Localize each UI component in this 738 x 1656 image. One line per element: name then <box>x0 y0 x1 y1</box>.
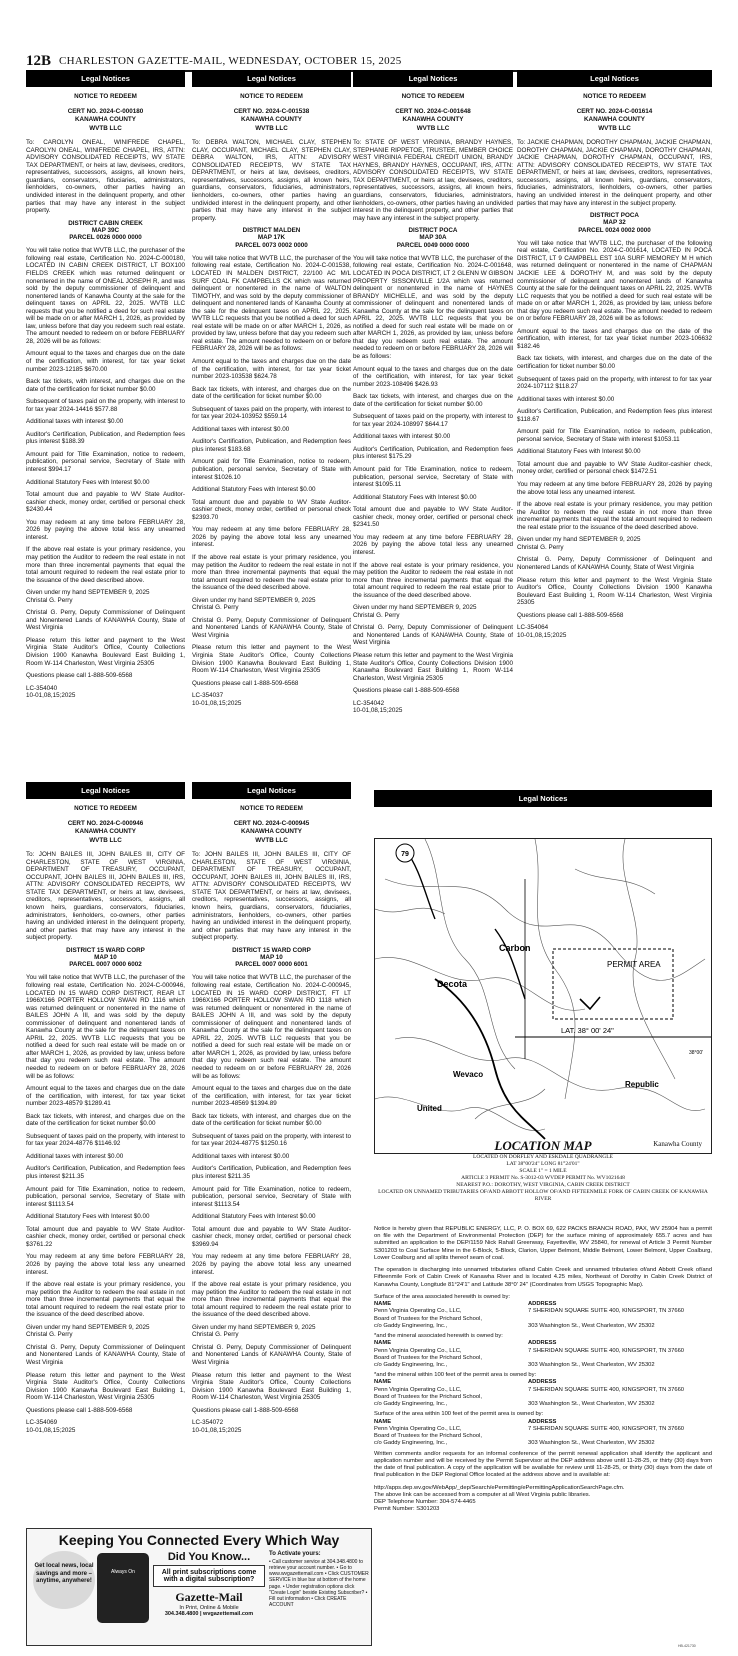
body: You will take notice that WVTB LLC, the purchaser of the following real estate, Certification No. 2024-C-001538, LOCATED IN MALDEN DISTRICT, 22/100 AC M/L SURF COAL FK CAMPBELLS CK which was returned delinquent or nonentered in the name of WALTON TIMOTHY, and was sold by the deputy commissioner of delinquent and nonentered lands of Kanawha County at the sale for the delinquent taxes on APRIL 22, 2025. WVTB LLC requests that you be notified a deed for such real estate will be made on or after MARCH 1, 2026, as provided by law, unless before that day you redeem such real estate. The amount needed to redeem on or before FEBRUARY 28, 2026 will be as follows: <box>192 254 351 353</box>
legal-notices-header: Legal Notices <box>26 782 185 799</box>
owner-block: *and the mineral within 100 feet of the permit area is owned by: NAME ADDRESS Penn Virginia Operating Co., LLC, 7 SHERIDAN SQUARE SUITE 400, KINGSPORT, TN 37660 Board of Trustees for the Prichard School, c/o Gaddy Engineering, Inc., 303 Washington St., West Charleston, WV 25302 <box>374 1372 712 1408</box>
owner-row: Board of Trustees for the Prichard School, <box>374 1393 482 1400</box>
owner-row: Board of Trustees for the Prichard School, <box>374 1433 482 1440</box>
redeem-text: You may redeem at any time before FEBRUARY 28, 2026 by paying the above total less any unearned interest. <box>26 1253 185 1276</box>
owner-row: c/o Gaddy Engineering, Inc., 303 Washington St., West Charleston, WV 25302 <box>374 1322 655 1329</box>
cert-number: CERT NO. 2024-C-001648 <box>395 107 471 115</box>
dates: 10-01,08,15;2025 <box>517 631 567 639</box>
body: You will take notice that WVTB LLC, the purchaser of the following real estate, Certification No. 2024-C-000946, LOCATED IN 15 WARD CORP DISTRICT, REAR LT 1966X166 PORTER HOLLOW SWAN RD 1116 which was returned delinquent or nonentered in the name of BAILES JOHN A III, and was sold by the deputy commissioner of delinquent and nonentered lands of Kanawha County at the sale for the delinquent taxes on APRIL 22, 2025. WVTB LLC requests that you be notified a deed for such real estate will be made on or after MARCH 1, 2026, as provided by law, unless before that day you redeem such real estate. The amount needed to redeem on or before FEBRUARY 28, 2026 will be as follows: <box>26 974 185 1080</box>
district-block <box>517 212 712 234</box>
location-map-caption <box>374 1138 712 1202</box>
map-label-lat-edge: 38°00' <box>689 1050 704 1056</box>
legal-notices-header: Legal Notices <box>517 70 712 87</box>
total: Total amount due and payable to WV State Auditor-cashier check, money order, certified or personal check $3761.22 <box>26 1225 185 1248</box>
legal-notice-5 <box>26 782 185 1522</box>
back: Back tax tickets, with interest, and charges due on the date of the certification for ticket number $0.00 <box>192 385 351 401</box>
amount: Amount equal to the taxes and charges due on the date of the certification, with interest, for tax year ticket number 2023-106632 $182.46 <box>517 327 712 350</box>
title-exam: Amount paid for Title Examination, notice to redeem, publication, personal service, Secretary of State with interest $994.17 <box>26 450 185 474</box>
notice-title: NOTICE TO REDEEM <box>74 805 137 812</box>
amount: Amount equal to the taxes and charges due on the date of the certification, with interest, for tax year ticket number 2023-12185 $670.00 <box>26 350 185 373</box>
questions: Questions please call 1-888-509-6568 <box>192 1406 299 1414</box>
total: Total amount due and payable to WV State Auditor-cashier check, money order, certified or personal check $1472.51 <box>517 460 712 476</box>
residence-text: If the above real estate is your primary residence, you may petition the Auditor to redeem the real estate in not more than three incremental payments that equal the total amount required to redeem the real estate prior to the issuance of the deed described above. <box>26 1281 185 1319</box>
cert-number: CERT NO. 2024-C-000945 <box>233 819 310 827</box>
district: DISTRICT POCA <box>590 212 639 220</box>
nearest-po: NEAREST P.O.: DOROTHY, WEST VIRGINIA, CABIN CREEK DISTRICT <box>456 1181 630 1188</box>
addl-fees: Additional Statutory Fees with Interest $0.00 <box>517 448 641 456</box>
located-on: LOCATED ON UNNAMED TRIBUTARIES OF/AND ABBOTT HOLLOW OF/AND FIFTEENMILE FORK OF CABIN CREEK OF KANAWHA RIVER <box>378 1188 708 1202</box>
map: MAP 10 <box>260 953 283 961</box>
auditor: Auditor's Certification, Publication, and Redemption fees plus interest $118.67 <box>517 408 712 423</box>
route-label: 79 <box>401 851 409 858</box>
signer: Christal G. Perry <box>517 543 564 551</box>
addl-taxes: Additional taxes with interest $0.00 <box>192 1152 290 1160</box>
map-label-carbon: Carbon <box>499 943 531 953</box>
body: You will take notice that WVTB LLC, the purchaser of the following real estate, Certification No. 2024-C-001648, LOCATED IN POCA DISTRICT, LT 2 GLENN W GIBSON PROPERTY SISSONVILLE 1/2A which was returned delinquent or nonentered in the name of HAYNES BRANDY MICHELLE, and was sold by the deputy commissioner of delinquent and nonentered lands of Kanawha County at the sale for the delinquent taxes on APRIL 22, 2025. WVTB LLC requests that you be notified a deed for such real estate will be made on or after MARCH 1, 2026, as provided by law, unless before that day you redeem such real estate. The amount needed to redeem on or before FEBRUARY 28, 2026 will be as follows: <box>353 254 513 361</box>
deputy: Christal G. Perry, Deputy Commissioner of Delinquent and Nonentered Lands of KANAWHA County, State of West Virginia <box>353 624 513 647</box>
signer: Christal G. Perry <box>26 596 73 604</box>
purchaser: WVTB LLC <box>89 836 122 844</box>
addl-fees: Additional Statutory Fees with Interest $0.00 <box>26 1213 150 1221</box>
scale: SCALE 1" = 1 MILE <box>519 1168 567 1174</box>
map-label-wevaco: Wevaco <box>453 1070 484 1079</box>
ad-code: HB-421730 <box>678 1644 696 1648</box>
purchaser: WVTB LLC <box>598 124 631 132</box>
subsequent: Subsequent of taxes paid on the property, with interest to for tax year 2024-107112 $118.27 <box>517 375 712 391</box>
location-map-title: LOCATION MAP <box>494 1138 592 1153</box>
masthead-title: CHARLESTON GAZETTE-MAIL, WEDNESDAY, OCTOBER 15, 2025 <box>59 55 402 67</box>
questions: Questions please call 1-888-509-6568 <box>192 679 299 687</box>
addl-taxes: Additional taxes with interest $0.00 <box>517 395 615 403</box>
notice-title: NOTICE TO REDEEM <box>240 805 303 812</box>
map-label-united: United <box>417 1104 442 1113</box>
signer: Christal G. Perry <box>192 1331 239 1339</box>
deputy: Christal G. Perry, Deputy Commissioner of Delinquent and Nonentered Lands of KANAWHA County, State of West Virginia <box>517 556 712 571</box>
district-block <box>26 220 185 242</box>
residence-text: If the above real estate is your primary residence, you may petition the Auditor to redeem the real estate in not more than three incremental payments that equal the total amount required to redeem the real estate prior to the issuance of the deed described above. <box>26 546 185 584</box>
back: Back tax tickets, with interest, and charges due on the date of the certification for ticket number $0.00 <box>26 378 185 393</box>
parcel: PARCEL 0007 0000 6002 <box>69 961 142 969</box>
county: KANAWHA COUNTY <box>75 116 136 124</box>
back: Back tax tickets, with interest, and charges due on the date of the certification for ticket number $0.00 <box>353 393 513 408</box>
cert-number: CERT NO. 2024-C-000946 <box>67 819 144 827</box>
subsequent: Subsequent of taxes paid on the property, with interest to for tax year 2024-48776 $1146.92 <box>26 1132 185 1148</box>
amount: Amount equal to the taxes and charges due on the date of the certification, with interest, for tax year ticket number 2023-108496 $426.93 <box>353 365 513 388</box>
mining-notice-text: Notice is hereby given that REPUBLIC ENERGY, LLC, P. O. BOX 69, 622 PACKS BRANCH ROAD, PAX, WV 25904 has a permit on file with the Department of Environmental Protection (DEP) for the surface mining of approximately 655.7 acres and has submitted an application to the DEP/1159 Nick Rahall Greenway, Fayetteville, WV 25840, for renewal of Article 3 Permit Number S301203 to Coal Surface Mine in the 6-Block, 5-Block, Clarion, Upper Belmont, Middle Belmont, Lower Belmont, Upper Coalburg, Lower Coalburg and all splits thereof seam of coal. The operation is discharging into unnamed tributaries of/and Cabin Creek and unnamed tributaries of/and Abbott Creek of/and Fifteenmile Fork of Cabin Creek of Kanawha River and is located 4.25 miles, Northeast of Dorothy in Cabin Creek District of Kanawha County, Longitude 81°24'1" and Latitude 38°0' 24" (Coordinates from USGS Topographic Map). Surface of the area associated herewith is owned by: NAME ADDRESS Penn Virginia Operating Co., LLC, 7 SHERIDAN SQUARE SUITE 400, KINGSPORT, TN 37660 Board of Trustees for the Prichard School, c/o Gaddy Engineering, Inc., 303 Washington St., West Charleston, WV 25302 *and the mineral associated herewith is owned by: NAME ADDRESS Penn Virginia Operating Co., LLC, 7 SHERIDAN SQUARE SUITE 400, KINGSPORT, TN 37660 Board of Trustees for the Prichard School, c/o Gaddy Engineering, Inc., 303 Washington St., West Charleston, WV 25302 *and the mineral within 100 feet of the permit area is owned by: NAME ADDRESS Penn Virginia Operating Co., LLC, 7 SHERIDAN SQUARE SUITE 400, KINGSPORT, TN 37660 Board of Trustees for the Prichard School, c/o Gaddy Engineering, Inc., 303 Washington St., West Charleston, WV 25302 Surface of the area within 100 feet of the permit area is owned by: NAME ADDRESS Penn Virginia Operating Co., LLC, 7 SHERIDAN SQUARE SUITE 400, KINGSPORT, TN 37660 Board of Trustees for the Prichard School, c/o Gaddy Engineering, Inc., 303 Washington St., West Charleston, WV 25302 Written comments and/or requests for an informal conference of the permit renewal application shall identify the applicant and application number and will be received by the Permit Supervisor at the DEP address above until 11-28-25, or thirty (30) days from the date of final publication. A copy of the application will be available for review until 11-28-25, or thirty (30) days from the date of final publication in the DEP Regional Office located at the address above and is available at: http://apps.dep.wv.gov/WebApp/_dep/Search/ePermitting/ePermittingApplicationSearchPage.cfm. The above link can be accessed from a computer at all West Virginia public libraries. DEP Telephone Number: 304-574-4465 Permit Number: S301203 <box>374 1226 712 1513</box>
subsequent: Subsequent of taxes paid on the property, with interest to for tax year 2024-108997 $644.17 <box>353 413 513 428</box>
parcel: PARCEL 0073 0002 0000 <box>235 241 308 249</box>
cert-number: CERT NO. 2024-C-001614 <box>576 107 653 115</box>
redeem-text: You may redeem at any time before FEBRUARY 28, 2026 by paying the above total less any unearned interest. <box>192 1253 351 1276</box>
map-label-republic: Republic <box>625 1080 659 1089</box>
district-block <box>26 947 185 969</box>
map: MAP 39C <box>91 226 120 234</box>
lc: LC-354069 <box>26 1419 58 1427</box>
owner-block: *and the mineral associated herewith is owned by: NAME ADDRESS Penn Virginia Operating Co., LLC, 7 SHERIDAN SQUARE SUITE 400, KINGSPORT, TN 37660 Board of Trustees for the Prichard School, c/o Gaddy Engineering, Inc., 303 Washington St., West Charleston, WV 25302 <box>374 1333 712 1369</box>
county: KANAWHA COUNTY <box>75 828 136 836</box>
redeem-text: You may redeem at any time before FEBRUARY 28, 2026 by paying the above total less any unearned interest. <box>192 526 351 549</box>
district: DISTRICT MALDEN <box>242 227 301 235</box>
addl-taxes: Additional taxes with interest $0.00 <box>26 1152 124 1160</box>
lc: LC-354064 <box>517 624 549 632</box>
owner-row: c/o Gaddy Engineering, Inc., 303 Washington St., West Charleston, WV 25302 <box>374 1440 655 1447</box>
legal-notice-6 <box>192 782 351 1522</box>
title-exam: Amount paid for Title Examination, notice to redeem, publication, personal service, Secretary of State with interest $1053.11 <box>517 428 712 443</box>
title-exam: Amount paid for Title Examination, notice to redeem, publication, personal service, Secretary of State with interest $1113.54 <box>26 1185 185 1208</box>
map: MAP 30A <box>419 234 447 242</box>
banner-activate: To Activate yours: • Call customer service at 304.348.4800 to retrieve your account number. • Go to www.wvgazettemail.com • Click CUSTOMER SERVICE in blue bar at bottom of the home page. • Under registration options click "Create Login" beside Existing Subscriber? • Fill out information • Click CREATE ACCOUNT <box>269 1551 369 1609</box>
owner-row: Board of Trustees for the Prichard School, <box>374 1315 482 1322</box>
district: DISTRICT 15 WARD CORP <box>232 946 311 954</box>
deputy: Christal G. Perry, Deputy Commissioner of Delinquent and Nonentered Lands of KANAWHA County, State of West Virginia <box>26 609 185 632</box>
owner-row: Penn Virginia Operating Co., LLC, 7 SHERIDAN SQUARE SUITE 400, KINGSPORT, TN 37660 <box>374 1347 685 1354</box>
return: Please return this letter and payment to the West Virginia State Auditor's Office, County Collections Division 1900 Kanawha Boulevard East Building 1, Room W-114 Charleston, West Virginia 25305 <box>192 1371 351 1402</box>
permit-numbers: ARTICLE 3 PERMIT No. S-3012-03 WVDEP PERMIT No. WV1021648 <box>461 1174 625 1181</box>
owner-block: NAME ADDRESS Penn Virginia Operating Co., LLC, 7 SHERIDAN SQUARE SUITE 400, KINGSPORT, TN 37660 Board of Trustees for the Prichard School, c/o Gaddy Engineering, Inc., 303 Washington St., West Charleston, WV 25302 <box>374 1301 712 1330</box>
back: Back tax tickets, with interest, and charges due on the date of the certification for ticket number $0.00 <box>26 1112 185 1128</box>
dates: 10-01,08,15;2025 <box>26 1426 76 1434</box>
questions: Questions please call 1-888-509-6568 <box>26 672 133 680</box>
purchaser: WVTB LLC <box>89 124 122 132</box>
return: Please return this letter and payment to the West Virginia State Auditor's Office, County Collections Division 1900 Kanawha Boulevard East Building 1, Room W-114 Charleston, West Virginia 25305 <box>26 636 185 667</box>
owner-row: c/o Gaddy Engineering, Inc., 303 Washington St., West Charleston, WV 25302 <box>374 1401 655 1408</box>
questions: Questions please call 1-888-509-6568 <box>26 1406 133 1414</box>
banner-local-news: Get local news, local savings and more – anytime, anywhere! <box>33 1551 95 1609</box>
owner-row: c/o Gaddy Engineering, Inc., 303 Washington St., West Charleston, WV 25302 <box>374 1361 655 1368</box>
to: To: DEBRA WALTON, MICHAEL CLAY, STEPHEN CLAY, OCCUPANT, MICHAEL CLAY, STEPHEN CLAY, DEBRA WALTON, IRS, ATTN: ADVISORY CONSOLIDATED RECEIPTS, WV STATE TAX DEPARTMENT, or heirs at law, devisees, creditors, representatives, successors, assigns, all known heirs, guardians, conservators, fiduciaries, administrators, lienholders, co-owners, other parties having an undivided interest in the delinquent property, and other parties that may have any interest in the subject property. <box>192 139 351 222</box>
return: Please return this letter and payment to the West Virginia State Auditor's Office, County Collections Division 1900 Kanawha Boulevard East Building 1, Room W-114 Charleston, West Virginia 25305 <box>192 644 351 675</box>
subsequent: Subsequent of taxes paid on the property, with interest to for tax year 2024-103952 $559.14 <box>192 405 351 421</box>
legal-notices-header: Legal Notices <box>353 70 513 87</box>
to: To: JOHN BAILES III, JOHN BAILES III, CITY OF CHARLESTON, STATE OF WEST VIRGINIA, DEPARTMENT OF TREASURY, OCCUPANT, OCCUPANT, JOHN BAILES III, JOHN BAILES III, IRS, ATTN: ADVISORY CONSOLIDATED RECEIPTS, WV STATE TAX DEPARTMENT, or heirs at law, devisees, creditors, representatives, successors, assigns, all known heirs, guardians, conservators, fiduciaries, administrators, lienholders, co-owners, other parties having an undivided interest in the delinquent property, and other parties that may have any interest in the subject property. <box>192 851 351 942</box>
parcel: PARCEL 0024 0002 0000 <box>578 226 651 234</box>
auditor: Auditor's Certification, Publication, and Redemption fees plus interest $211.35 <box>26 1165 185 1181</box>
page-number: 12B <box>26 52 52 69</box>
map: MAP 32 <box>603 219 626 227</box>
residence-text: If the above real estate is your primary residence, you may petition the Auditor to redeem the real estate in not more than three incremental payments that equal the total amount required to redeem the real estate prior to the issuance of the deed described above. <box>192 553 351 592</box>
legal-notices-header: Legal Notices <box>192 782 351 799</box>
notice-title: NOTICE TO REDEEM <box>401 93 465 100</box>
total: Total amount due and payable to WV State Auditor-cashier check, money order, certified or personal check $2430.44 <box>26 491 185 514</box>
auditor: Auditor's Certification, Publication, and Redemption fees plus interest $175.29 <box>353 445 513 461</box>
title-exam: Amount paid for Title Examination, notice to redeem, publication, personal service, Secretary of State with interest $1095.11 <box>353 466 513 489</box>
residence-text: If the above real estate is your primary residence, you may petition the Auditor to redeem the real estate in not more than three incremental payments that equal the total amount required to redeem the real estate prior to the issuance of the deed described above. <box>353 561 513 599</box>
map-notice-header: Legal Notices <box>374 790 712 810</box>
given: Given under my hand SEPTEMBER 9, 2025 <box>26 589 150 597</box>
dates: 10-01,08,15;2025 <box>192 699 242 707</box>
legal-notice-4 <box>517 70 712 780</box>
map-drawing <box>375 839 712 1154</box>
signer: Christal G. Perry <box>353 611 400 619</box>
legal-notices-header: Legal Notices <box>26 70 185 87</box>
phone-graphic: Always On <box>97 1553 149 1623</box>
to: To: CAROLYN ONEAL, WINIFREDE CHAPEL, CAROLYN ONEAL, WINIFREDE CHAPEL, IRS, ATTN: ADVISORY CONSOLIDATED RECEIPTS, WV STATE TAX DEPARTMENT, or heirs at law, devisees, creditors, representatives, successors, assigns, all known heirs, guardians, conservators, fiduciaries, administrators, lienholders, co-owners, other parties having an undivided interest in the delinquent property, and other parties that may have any interest in the subject property. <box>26 139 185 215</box>
redeem-text: You may redeem at any time before FEBRUARY 28, 2026 by paying the above total less any unearned interest. <box>517 481 712 496</box>
return: Please return this letter and payment to the West Virginia State Auditor's Office, County Collections Division 1900 Kanawha Boulevard East Building 1, Room W-114 Charleston, West Virginia 25305 <box>517 576 712 607</box>
deputy: Christal G. Perry, Deputy Commissioner of Delinquent and Nonentered Lands of KANAWHA County, State of West Virginia <box>192 1343 351 1366</box>
given: Given under my hand SEPTEMBER 9, 2025 <box>192 1323 316 1331</box>
location-map <box>374 838 712 1154</box>
signer: Christal G. Perry <box>192 604 239 612</box>
cert-number: CERT NO. 2024-C-000180 <box>67 107 144 115</box>
auditor: Auditor's Certification, Publication, and Redemption fees plus interest $188.39 <box>26 430 185 446</box>
addl-fees: Additional Statutory Fees with Interest $0.00 <box>192 1213 316 1221</box>
return: Please return this letter and payment to the West Virginia State Auditor's Office, County Collections Division 1900 Kanawha Boulevard East Building 1, Room W-114 Charleston, West Virginia 25305 <box>26 1371 185 1402</box>
to: To: JOHN BAILES III, JOHN BAILES III, CITY OF CHARLESTON, STATE OF WEST VIRGINIA, DEPARTMENT OF TREASURY, OCCUPANT, OCCUPANT, JOHN BAILES III, JOHN BAILES III, IRS, ATTN: ADVISORY CONSOLIDATED RECEIPTS, WV STATE TAX DEPARTMENT, or heirs at law, devisees, creditors, representatives, successors, assigns, all known heirs, guardians, conservators, fiduciaries, administrators, lienholders, co-owners, other parties having an undivided interest in the delinquent property, and other parties that may have any interest in the subject property. <box>26 851 185 942</box>
district: DISTRICT POCA <box>408 227 458 235</box>
parcel: PARCEL 0026 0000 0000 <box>69 234 142 242</box>
map-label-decota: Decota <box>437 979 468 989</box>
district-block <box>353 227 513 249</box>
notice-title: NOTICE TO REDEEM <box>240 93 303 100</box>
redeem-text: You may redeem at any time before FEBRUARY 28, 2026 by paying the above total less any unearned interest. <box>353 533 513 556</box>
parcel: PARCEL 0007 0000 6001 <box>235 961 308 969</box>
purchaser: WVTB LLC <box>255 836 288 844</box>
body: You will take notice that WVTB LLC, the purchaser of the following real estate, Certification No. 2024-C-000180, LOCATED IN CABIN CREEK DISTRICT, LT BOX100 FIELDS CREEK which was returned delinquent or nonentered in the name of ONEAL JOSEPH R, and was sold by the deputy commissioner of delinquent and nonentered lands of Kanawha County at the sale for the delinquent taxes on APRIL 22, 2025. WVTB LLC requests that you be notified a deed for such real estate will be made on or after MARCH 1, 2026, as provided by law, unless before that day you redeem such real estate. The amount needed to redeem on or before FEBRUARY 28, 2026 will be as follows: <box>26 247 185 345</box>
title-exam: Amount paid for Title Examination, notice to redeem, publication, personal service, Secretary of State with interest $1026.10 <box>192 458 351 481</box>
addl-fees: Additional Statutory Fees with Interest $0.00 <box>192 486 316 494</box>
legal-notice-3 <box>353 70 513 780</box>
addl-fees: Additional Statutory Fees with Interest $0.00 <box>26 478 150 486</box>
legal-notices-header: Legal Notices <box>192 70 351 87</box>
given: Given under my hand SEPTEMBER 9, 2025 <box>353 604 477 612</box>
dates: 10-01,08,15;2025 <box>192 1426 242 1434</box>
total: Total amount due and payable to WV State Auditor-cashier check, money order, certified or personal check $2341.50 <box>353 506 513 529</box>
parcel: PARCEL 0049 0000 0000 <box>396 241 470 249</box>
purchaser: WVTB LLC <box>255 124 288 132</box>
questions: Questions please call 1-888-509-6568 <box>517 611 624 619</box>
auditor: Auditor's Certification, Publication, and Redemption fees plus interest $183.68 <box>192 438 351 453</box>
application-url[interactable]: http://apps.dep.wv.gov/WebApp/_dep/Search/ePermitting/ePermittingApplicationSearchPage.cfm. <box>374 1484 625 1491</box>
owner-block: Surface of the area within 100 feet of the permit area is owned by: NAME ADDRESS Penn Virginia Operating Co., LLC, 7 SHERIDAN SQUARE SUITE 400, KINGSPORT, TN 37660 Board of Trustees for the Prichard School, c/o Gaddy Engineering, Inc., 303 Washington St., West Charleston, WV 25302 <box>374 1411 712 1447</box>
lat-long: LAT 38°00'24" LONG 81°24'01" <box>506 1161 580 1168</box>
map: MAP 10 <box>94 953 117 961</box>
gazette-mail-logo: Gazette-Mail <box>175 1590 243 1604</box>
lc: LC-354072 <box>192 1419 224 1427</box>
signer: Christal G. Perry <box>26 1331 73 1339</box>
masthead <box>26 52 712 72</box>
map-label-permit-area: PERMIT AREA <box>607 960 661 969</box>
back: Back tax tickets, with interest, and charges due on the date of the certification for ticket number $0.00 <box>192 1112 351 1128</box>
given: Given under my hand SEPTEMBER 9, 2025 <box>192 596 316 604</box>
body: You will take notice that WVTB LLC, the purchaser of the following real estate, Certification No. 2024-C-001614, LOCATED IN POCA DISTRICT, LT 9 CAMPBELL EST 10A SURF MEMOREY M H which was returned delinquent or nonentered in the name of CHAPMAN JACKIE LEE & DOROTHY M, and was sold by the deputy commissioner of delinquent and nonentered lands of Kanawha County at the sale for the delinquent taxes on APRIL 22, 2025. WVTB LLC requests that you be notified a deed for such real estate will be made on or after MARCH 1, 2026, as provided by law, unless before that day you redeem such real estate. The amount needed to redeem on or before FEBRUARY 28, 2026 will be as follows: <box>517 239 712 323</box>
lc: LC-354037 <box>192 692 224 700</box>
amount: Amount equal to the taxes and charges due on the date of the certification, with interest, for tax year ticket number 2023-103538 $624.78 <box>192 358 351 381</box>
given: Given under my hand SEPTEMBER 9, 2025 <box>26 1323 150 1331</box>
county: KANAWHA COUNTY <box>402 116 464 124</box>
questions: Questions please call 1-888-509-6568 <box>353 687 460 695</box>
total: Total amount due and payable to WV State Auditor-cashier check, money order, certified or personal check $2393.70 <box>192 498 351 521</box>
owner-row: Penn Virginia Operating Co., LLC, 7 SHERIDAN SQUARE SUITE 400, KINGSPORT, TN 37660 <box>374 1308 685 1315</box>
county-label: Kanawha County <box>653 1140 702 1148</box>
map-label-latitude: LAT. 38° 00' 24" <box>561 1026 614 1035</box>
return: Please return this letter and payment to the West Virginia State Auditor's Office, County Collections Division 1900 Kanawha Boulevard East Building 1, Room W-114 Charleston, West Virginia 25305 <box>353 651 513 682</box>
lc: LC-354040 <box>26 684 58 692</box>
deputy: Christal G. Perry, Deputy Commissioner of Delinquent and Nonentered Lands of KANAWHA County, State of West Virginia <box>26 1343 185 1366</box>
addl-fees: Additional Statutory Fees with Interest $0.00 <box>353 493 477 501</box>
dates: 10-01,08,15;2025 <box>353 707 403 715</box>
district-block <box>192 947 351 969</box>
to: To: JACKIE CHAPMAN, DOROTHY CHAPMAN, JACKIE CHAPMAN, DOROTHY CHAPMAN, JACKIE CHAPMAN, DOROTHY CHAPMAN, JACKIE CHAPMAN, DOROTHY CHAPMAN, OCCUPANT, IRS, ATTN: ADVISORY CONSOLIDATED RECEIPTS, WV STATE TAX DEPARTMENT, or heirs at law, devisees, creditors, representatives, successors, assigns, all known heirs, guardians, conservators, fiduciaries, administrators, lienholders, co-owners, other parties having an undivided interest in the delinquent property, and other parties that may have any interest in the subject property. <box>517 139 712 207</box>
cert-number: CERT NO. 2024-C-001538 <box>233 107 310 115</box>
county: KANAWHA COUNTY <box>584 116 645 124</box>
district-block <box>192 227 351 249</box>
total: Total amount due and payable to WV State Auditor-cashier check, money order, certified or personal check $3969.94 <box>192 1225 351 1248</box>
deputy: Christal G. Perry, Deputy Commissioner of Delinquent and Nonentered Lands of KANAWHA County, State of West Virginia <box>192 616 351 639</box>
legal-notice-2 <box>192 70 351 780</box>
notice-title: NOTICE TO REDEEM <box>583 93 646 100</box>
district: DISTRICT CABIN CREEK <box>68 219 143 227</box>
title-exam: Amount paid for Title Examination, notice to redeem, publication, personal service, Secretary of State with interest $1113.54 <box>192 1185 351 1208</box>
residence-text: If the above real estate is your primary residence, you may petition the Auditor to redeem the real estate in not more than three incremental payments that equal the total amount required to redeem the real estate prior to the issuance of the deed described above. <box>192 1281 351 1319</box>
redeem-text: You may redeem at any time before FEBRUARY 28, 2026 by paying the above total less any unearned interest. <box>26 518 185 541</box>
given: Given under my hand SEPTEMBER 9, 2025 <box>517 536 641 544</box>
addl-taxes: Additional taxes with interest $0.00 <box>353 433 451 441</box>
notice-title: NOTICE TO REDEEM <box>74 93 137 100</box>
addl-taxes: Additional taxes with interest $0.00 <box>26 418 124 426</box>
owner-row: Board of Trustees for the Prichard School, <box>374 1354 482 1361</box>
quadrangle: LOCATED ON DORFLEY AND ESKDALE QUADRANGLE <box>473 1154 613 1161</box>
subsequent: Subsequent of taxes paid on the property, with interest to for tax year 2024-48775 $1250.16 <box>192 1132 351 1148</box>
map: MAP 17K <box>257 234 286 242</box>
county: KANAWHA COUNTY <box>241 828 302 836</box>
district: DISTRICT 15 WARD CORP <box>66 946 145 954</box>
amount: Amount equal to the taxes and charges due on the date of the certification, with interest, for tax year ticket number 2023-48579 $1289.41 <box>26 1085 185 1108</box>
body: You will take notice that WVTB LLC, the purchaser of the following real estate, Certification No. 2024-C-000945, LOCATED IN 15 WARD CORP DISTRICT, FT LT 1966X166 PORTER HOLLOW SWAN RD 1118 which was returned delinquent or nonentered in the name of BAILES JOHN A III, and was sold by the deputy commissioner of delinquent and nonentered lands of Kanawha County at the sale for the delinquent taxes on APRIL 22, 2025. WVTB LLC requests that you be notified a deed for such real estate will be made on or after MARCH 1, 2026, as provided by law, unless before that day you redeem such real estate. The amount needed to redeem on or before FEBRUARY 28, 2026 will be as follows: <box>192 974 351 1080</box>
banner-title: Keeping You Connected Every Which Way <box>58 1532 340 1548</box>
to: To: STATE OF WEST VIRGINIA, BRANDY HAYNES, STEPHANIE RIPPETOE, TRUSTEE, MEMBER CHOICE WEST VIRGINIA FEDERAL CREDIT UNION, BRANDY HAYNES, BRANDY HAYNES, OCCUPANT, IRS, ATTN: ADVISORY CONSOLIDATED RECEIPTS, WV STATE TAX DEPARTMENT, or heirs at law, devisees, creditors, representatives, successors, assigns, all known heirs, guardians, conservators, fiduciaries, administrators, lienholders, co-owners, other parties having an undivided interest in the delinquent property, and other parties that may have any interest in the subject property. <box>353 139 513 222</box>
subsequent: Subsequent of taxes paid on the property, with interest to for tax year 2024-14416 $577.88 <box>26 398 185 413</box>
auditor: Auditor's Certification, Publication, and Redemption fees plus interest $211.35 <box>192 1165 351 1181</box>
county: KANAWHA COUNTY <box>241 116 302 124</box>
subscription-banner <box>26 1528 372 1646</box>
residence-text: If the above real estate is your primary residence, you may petition the Auditor to redeem the real estate in not more than three incremental payments that equal the total amount required to redeem the real estate prior to the issuance of the deed described above. <box>517 501 712 531</box>
back: Back tax tickets, with interest, and charges due on the date of the certification for ticket number $0.00 <box>517 355 712 371</box>
purchaser: WVTB LLC <box>416 124 450 132</box>
owner-row: Penn Virginia Operating Co., LLC, 7 SHERIDAN SQUARE SUITE 400, KINGSPORT, TN 37660 <box>374 1386 685 1393</box>
lc: LC-354042 <box>353 699 385 707</box>
dates: 10-01,08,15;2025 <box>26 692 76 700</box>
addl-taxes: Additional taxes with interest $0.00 <box>192 425 290 433</box>
owner-row: Penn Virginia Operating Co., LLC, 7 SHERIDAN SQUARE SUITE 400, KINGSPORT, TN 37660 <box>374 1425 685 1432</box>
banner-did-you-know: Did You Know... All print subscriptions come with a digital subscription? Gazette-Mail In Print, Online & Mobile 304.348.4800 | wvgazettemail.com <box>153 1551 265 1617</box>
amount: Amount equal to the taxes and charges due on the date of the certification, with interest, for tax year ticket number 2023-48569 $1394.89 <box>192 1085 351 1108</box>
legal-notice-1 <box>26 70 185 780</box>
